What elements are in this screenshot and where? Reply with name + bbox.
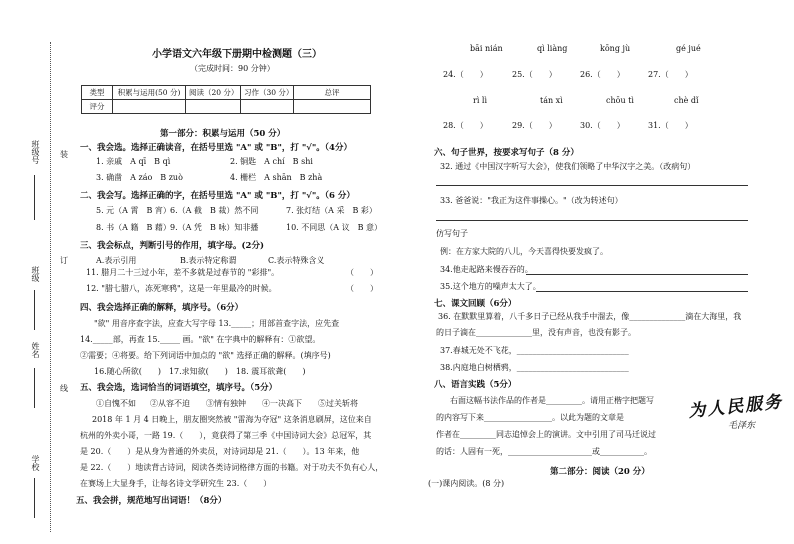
paragraph-line: 16.随心所欲( ) 17.求知欲( ) 18. 震耳欲聋( ) <box>94 367 306 376</box>
word-option: ①自愧不如 <box>96 399 136 408</box>
subsection-heading: (一)课内阅读。(8 分) <box>428 479 505 488</box>
score-cell[interactable] <box>241 100 294 114</box>
score-header: 习作（30 分） <box>241 86 294 100</box>
question-item: 11. 腊月二十三过小年，差不多就是过春节的 "彩排"。 <box>86 268 280 277</box>
score-cell[interactable] <box>294 100 371 114</box>
option-label: A.表示引用 <box>96 256 137 265</box>
binding-blank <box>34 478 35 518</box>
binding-blank <box>34 290 35 330</box>
paragraph-line: 杭州的外卖小哥，一路 19.（ ），竟获得了第三季《中国诗词大会》总冠军，其 <box>80 431 372 440</box>
word-option: ④一决高下 <box>262 399 302 408</box>
section4-heading: 四、我会选择正确的解释，填序号。（6分） <box>80 303 244 313</box>
part1-heading: 第一部分：积累与运用（50 分） <box>160 129 286 139</box>
question-item: 35.这个地方的噪声太大了。 <box>440 282 541 291</box>
paragraph-line: 的话：人固有一死，_____________________或___________。 <box>436 447 652 456</box>
answer-blank[interactable]: （ ） <box>346 268 378 277</box>
pinyin: gé jué <box>676 44 701 53</box>
paragraph-line: 2018 年 1 月 4 日晚上，朋友圈突然被 "雷海为夺冠" 这条消息刷屏，这位来自 <box>92 415 372 424</box>
answer-blank[interactable]: 29.（ ） <box>512 121 557 130</box>
score-header: 类型 <box>82 86 113 100</box>
question-item: 9.（A 凭 B 咏）知非播 <box>170 223 259 232</box>
binding-dotted-line <box>50 42 51 532</box>
question-item: 12. "腊七腊八，冻死寒鸦"，这是一年里最冷的时候。 <box>86 284 277 293</box>
question-item: 4. 栅栏 A shān B zhà <box>230 173 323 182</box>
question-item: 37.春城无处不飞花，____________________________ <box>440 346 629 355</box>
answer-blank[interactable]: 26.（ ） <box>580 70 625 79</box>
question-item: 34.他走起路来慢吞吞的。 <box>440 265 533 274</box>
question-item: 33. 爸爸说："我正为这件事操心。"（改为转述句） <box>440 196 623 205</box>
paragraph-line: "欲" 用音序查字法，应查大写字母 13._____；用部首查字法，应先查 <box>94 319 340 328</box>
section2-heading: 二、我会写。选择正确的字，在括号里选 "A" 或 "B"，打 "√"。（6 分） <box>80 191 355 201</box>
pinyin: chōu tì <box>606 96 634 105</box>
question-item: 8. 书（A 籍 B 藉） <box>96 223 171 232</box>
question-item: 1. 亲戚 A qī B qì <box>96 157 171 166</box>
section8-heading: 八、语言实践（5分） <box>434 380 517 390</box>
calligraphy-signature: 毛泽东 <box>728 421 756 431</box>
instruction-text: 仿写句子 <box>436 229 468 238</box>
word-option: ②从容不迫 <box>150 399 190 408</box>
binding-label-name: 姓名 <box>31 342 40 358</box>
section3-heading: 三、我会标点，判断引号的作用，填字母。(2分) <box>80 241 264 251</box>
paragraph-line: 的内容写下来_________________。以此为题的文章是 <box>436 413 624 422</box>
answer-blank[interactable]: 27.（ ） <box>648 70 693 79</box>
score-header: 阅读（20 分） <box>186 86 241 100</box>
paragraph-line: 右面这幅书法作品的作者是_________。请用正楷字把题写 <box>450 396 654 405</box>
paragraph-line: 36. 在默默里算着，八千多日子已经从我手中溜去，像______________滴在大海里，我 <box>438 312 742 321</box>
paragraph-line: 在赛场上大显身手，让每名诗文学研究生 23.（ ） <box>80 479 272 488</box>
answer-blank[interactable]: （ ） <box>346 284 378 293</box>
binding-label-school: 学校 <box>31 455 40 471</box>
question-item: 10. 不同思（A 议 B 意） <box>286 223 383 232</box>
question-item: 38.内庭地白树栖鸦，____________________________ <box>440 363 629 372</box>
calligraphy-image: 为人民服务 <box>687 392 785 422</box>
pinyin: bāi nián <box>470 44 503 53</box>
section5-heading: 五、我会选，选词恰当的词语填空，填序号。（5分） <box>80 383 278 393</box>
binding-blank <box>34 175 35 220</box>
answer-blank[interactable]: 24.（ ） <box>443 70 488 79</box>
word-option: ③情有独钟 <box>206 399 246 408</box>
question-item: 6.（A 截 B 裁）然不同 <box>170 206 259 215</box>
paragraph-line: 的日子滴在______________里，没有声音，也没有影子。 <box>436 328 636 337</box>
question-item: 7. 张灯结（A 采 B 彩） <box>286 206 377 215</box>
section7-heading: 七、课文回顾（6分） <box>434 299 517 309</box>
binding-word: 订 <box>60 256 68 265</box>
pinyin: qì liàng <box>537 44 568 53</box>
section1-heading: 一、我会选。选择正确读音，在括号里选 "A" 或 "B"，打 "√"。（4分） <box>80 143 352 153</box>
answer-line[interactable] <box>436 185 748 186</box>
paragraph-line: 作者在_________同志追悼会上的演讲。文中引用了司马迁说过 <box>436 430 656 439</box>
score-row-label: 评分 <box>82 100 113 114</box>
binding-label-class: 班级 <box>31 266 40 282</box>
question-item: 2. 铜匙 A chí B shi <box>230 157 313 166</box>
option-label: C.表示特殊含义 <box>268 256 325 265</box>
paragraph-line: 是 20.（ ）是从身为普通的外卖员，对诗词却是 21.（ ）。13 年来，他 <box>80 447 360 456</box>
answer-blank[interactable]: 30.（ ） <box>580 121 625 130</box>
binding-word: 装 <box>60 150 68 159</box>
binding-blank <box>34 368 35 408</box>
score-header: 总评 <box>294 86 371 100</box>
score-cell[interactable] <box>113 100 186 114</box>
question-item: 3. 确凿 A záo B zuò <box>96 173 183 182</box>
section6-heading: 五、我会拼，规范地写出词语！（8分） <box>76 496 227 506</box>
answer-line[interactable] <box>526 274 748 275</box>
paragraph-line: 14._____部，再查 15._____ 画。"欲" 在字典中的解释有：①欲望。 <box>80 335 321 344</box>
paragraph-line: ②需要；④将要。给下列词语中加点的 "欲" 选择正确的解释。(填序号) <box>80 351 331 360</box>
question-item: 32. 通过《中国汉字听写大会》，使我们领略了中华汉字之美。（改病句） <box>440 162 696 171</box>
section6-heading-right: 六、句子世界，按要求写句子（8 分） <box>434 148 579 158</box>
score-table <box>81 85 371 114</box>
question-item: 5. 元（A 霄 B 宵） <box>96 206 171 215</box>
paragraph-line: 是 22.（ ）地读背古诗词，阅读各类诗词格律方面的书籍。对于功夫不负有心人， <box>80 463 384 472</box>
word-option: ⑤过关斩将 <box>318 399 358 408</box>
answer-blank[interactable]: 25.（ ） <box>512 70 557 79</box>
binding-word: 线 <box>60 384 68 393</box>
pinyin: rì lì <box>473 96 488 105</box>
exam-title: 小学语文六年级下册期中检测题（三） <box>152 49 322 60</box>
answer-line[interactable] <box>536 291 748 292</box>
pinyin: tán xì <box>540 96 563 105</box>
answer-line[interactable] <box>436 220 748 221</box>
exam-subtitle: （完成时间：90 分钟） <box>190 64 275 73</box>
pinyin: chè dǐ <box>674 96 699 105</box>
answer-blank[interactable]: 28.（ ） <box>443 121 488 130</box>
option-label: B.表示特定称谓 <box>180 256 237 265</box>
part2-heading: 第二部分：阅读（20 分） <box>550 467 650 477</box>
example-sentence: 例：在方家大院的八儿，今天喜得快要发疯了。 <box>440 247 608 256</box>
binding-label-class-number: 班级号 <box>31 140 40 164</box>
pinyin: kōng jù <box>600 44 631 53</box>
answer-blank[interactable]: 31.（ ） <box>648 121 693 130</box>
score-header: 积累与运用(50 分) <box>113 86 186 100</box>
score-cell[interactable] <box>186 100 241 114</box>
